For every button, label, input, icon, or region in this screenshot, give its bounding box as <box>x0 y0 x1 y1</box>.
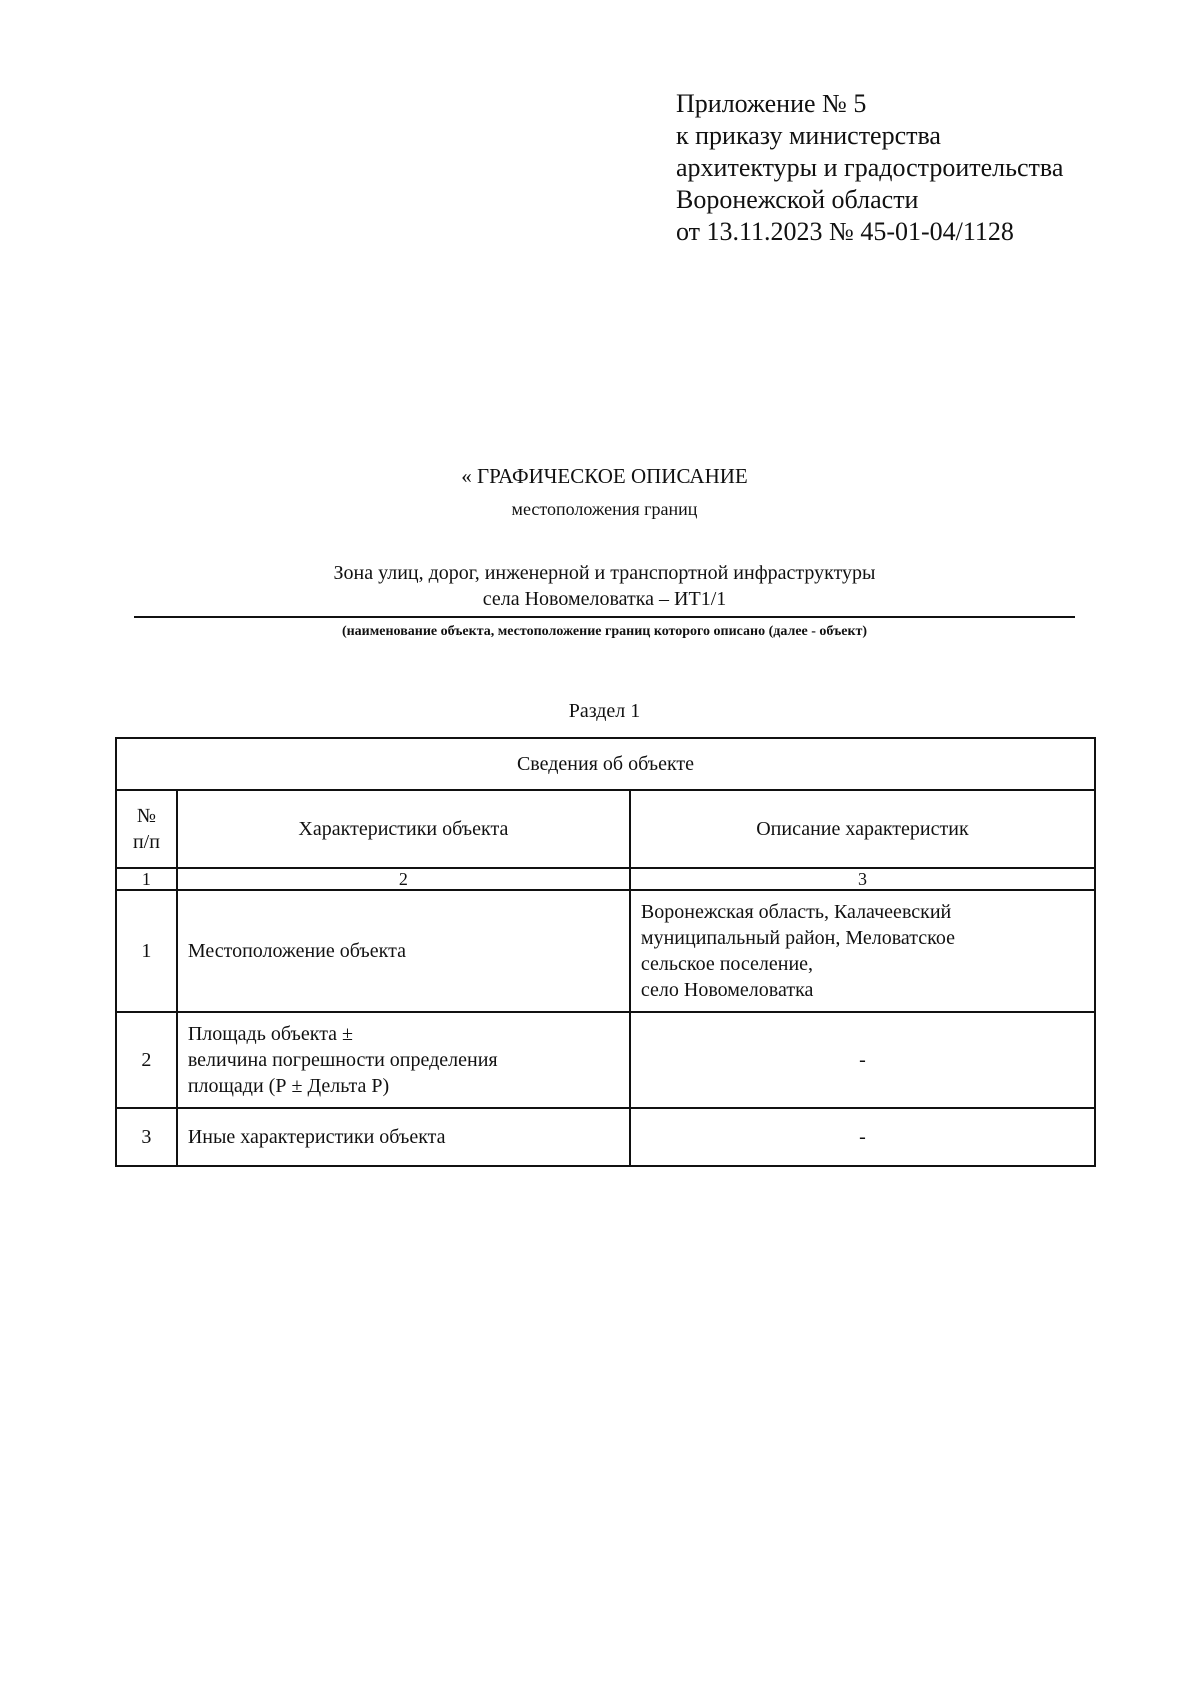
appendix-line: Воронежской области <box>676 185 919 214</box>
table-column-header-row <box>116 790 1095 868</box>
object-name-line: Зона улиц, дорог, инженерной и транспортной инфраструктуры <box>333 562 876 584</box>
row-description: - <box>630 1012 1095 1108</box>
object-info-table <box>115 737 1096 1167</box>
table-row <box>116 1108 1095 1166</box>
object-name-line: села Новомеловатка – ИТ1/1 <box>482 588 727 610</box>
appendix-line: от 13.11.2023 № 45-01-04/1128 <box>676 217 1014 246</box>
column-number: 3 <box>630 868 1095 890</box>
row-description: - <box>630 1108 1095 1166</box>
document-title: « ГРАФИЧЕСКОЕ ОПИСАНИЕ <box>461 464 748 488</box>
object-name <box>134 560 1075 612</box>
column-header-characteristic: Характеристики объекта <box>177 790 630 868</box>
row-number: 3 <box>116 1108 177 1166</box>
object-name-underline <box>134 616 1075 618</box>
appendix-line: архитектуры и градостроительства <box>676 153 1064 182</box>
table-row <box>116 890 1095 1012</box>
object-name-caption: (наименование объекта, местоположение границ которого описано (далее - объект) <box>341 624 868 639</box>
appendix-note <box>676 88 1156 248</box>
appendix-line: Приложение № 5 <box>676 89 867 118</box>
column-header-num: № п/п <box>116 790 177 868</box>
row-number: 1 <box>116 890 177 1012</box>
appendix-line: к приказу министерства <box>676 121 941 150</box>
column-number: 2 <box>177 868 630 890</box>
column-number: 1 <box>116 868 177 890</box>
column-header-description: Описание характеристик <box>630 790 1095 868</box>
row-characteristic: Местоположение объекта <box>177 890 630 1012</box>
table-header: Сведения об объекте <box>116 738 1095 790</box>
table-header-row <box>116 738 1095 790</box>
document-subtitle: местоположения границ <box>511 499 698 519</box>
section-title: Раздел 1 <box>568 700 641 722</box>
table-column-number-row <box>116 868 1095 890</box>
row-characteristic: Площадь объекта ± величина погрешности определения площади (Р ± Дельта Р) <box>177 1012 630 1108</box>
row-characteristic: Иные характеристики объекта <box>177 1108 630 1166</box>
row-description: Воронежская область, Калачеевский муниципальный район, Меловатское сельское поселение, село Новомеловатка <box>630 890 1095 1012</box>
table-row <box>116 1012 1095 1108</box>
row-number: 2 <box>116 1012 177 1108</box>
